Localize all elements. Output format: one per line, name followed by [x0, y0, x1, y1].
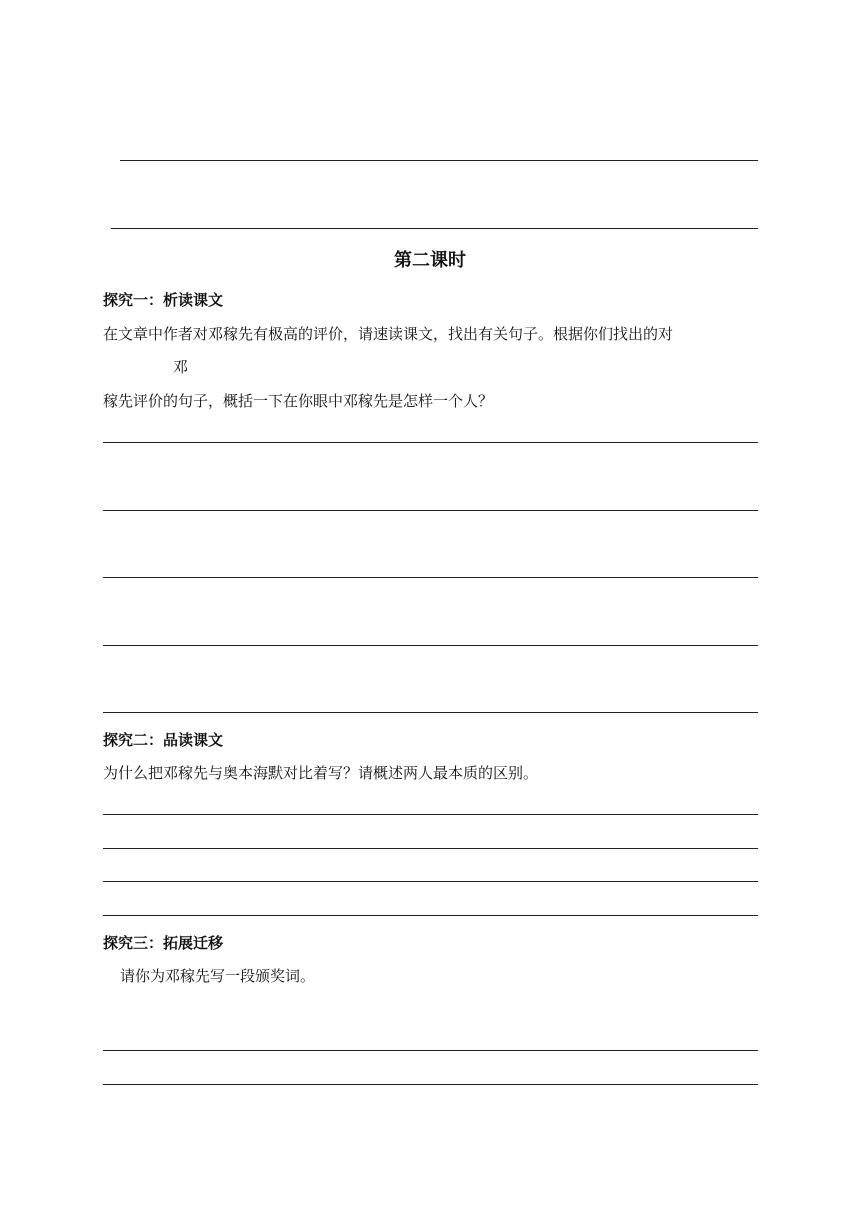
answer-line: [103, 848, 758, 849]
section3-question: 请你为邓稼先写一段颁奖词。: [120, 967, 316, 985]
lesson-title: 第二课时: [394, 250, 466, 271]
answer-line: [103, 645, 758, 646]
answer-line: [103, 814, 758, 815]
answer-line: [103, 881, 758, 882]
answer-line: [103, 577, 758, 578]
answer-line: [103, 712, 758, 713]
section3-heading: 探究三：拓展迁移: [103, 934, 224, 952]
answer-line: [120, 160, 758, 161]
section2-heading: 探究二：品读课文: [103, 731, 224, 749]
answer-line: [103, 442, 758, 443]
answer-line: [103, 510, 758, 511]
answer-line: [103, 1084, 758, 1085]
section2-question: 为什么把邓稼先与奥本海默对比着写？请概述两人最本质的区别。: [103, 764, 539, 782]
section1-question-wrap: 邓: [173, 358, 189, 376]
section1-question-line1: 在文章中作者对邓稼先有极高的评价，请速读课文，找出有关句子。根据你们找出的对: [103, 325, 674, 343]
section1-question-line2: 稼先评价的句子，概括一下在你眼中邓稼先是怎样一个人？: [103, 392, 494, 410]
answer-line: [111, 228, 758, 229]
answer-line: [103, 915, 758, 916]
section1-heading: 探究一：析读课文: [103, 291, 224, 309]
answer-line: [103, 1050, 758, 1051]
